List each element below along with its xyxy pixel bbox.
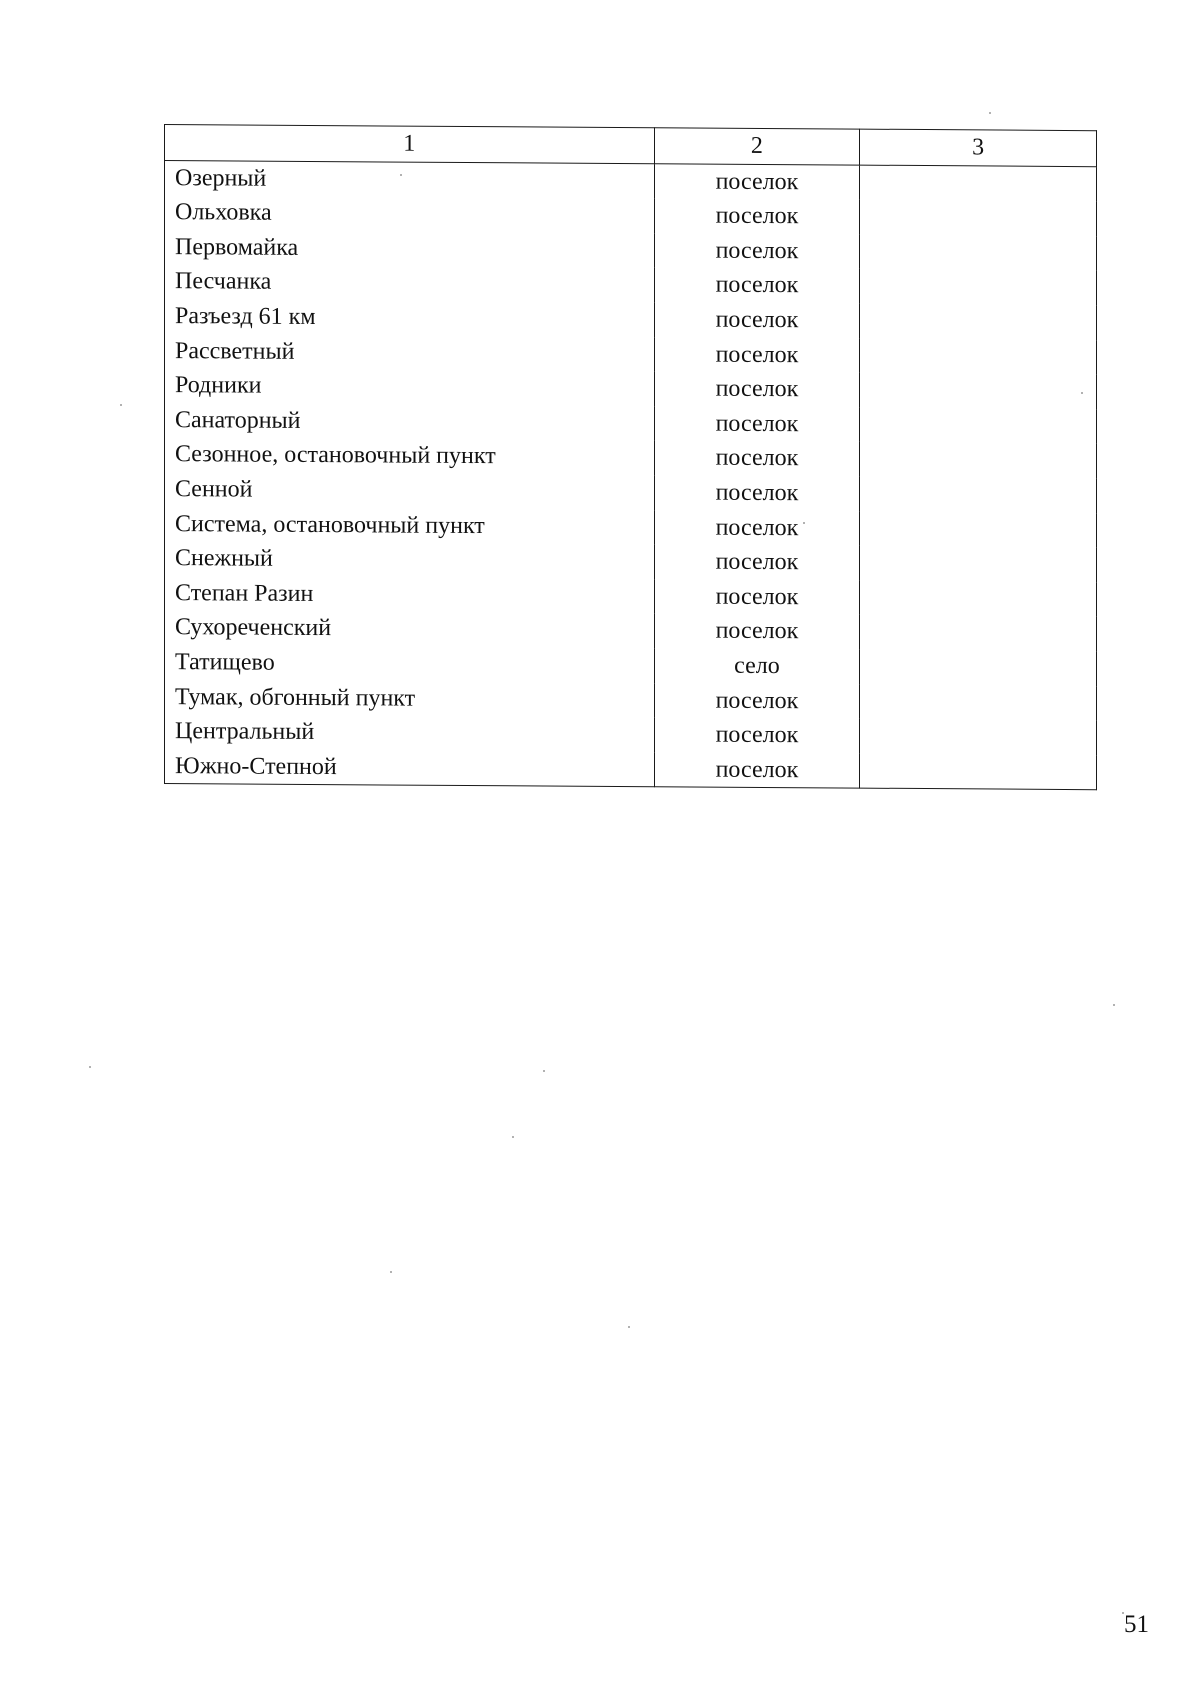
settlement-type-cell: поселок	[654, 683, 860, 719]
column-3-cell	[860, 684, 1097, 720]
settlement-name-cell: Сухореченский	[165, 610, 655, 648]
settlement-type-cell: поселок	[654, 752, 860, 788]
scan-speck	[512, 1136, 514, 1138]
column-3-cell	[860, 477, 1097, 513]
column-header-1: 1	[165, 125, 655, 164]
column-3-cell	[860, 442, 1097, 478]
settlement-type-cell: поселок	[654, 371, 860, 407]
settlement-type-cell: село	[654, 648, 860, 684]
settlement-type-cell: поселок	[654, 406, 860, 442]
column-3-cell	[860, 338, 1097, 374]
settlement-type-cell: поселок	[654, 198, 860, 234]
scan-speck	[543, 1070, 545, 1072]
settlement-name-cell: Татищево	[165, 645, 655, 683]
table-row	[165, 507, 1097, 548]
settlement-name-cell: Система, остановочный пункт	[165, 507, 655, 545]
settlement-name-cell: Ольховка	[165, 195, 655, 233]
settlement-name-cell: Песчанка	[165, 264, 655, 302]
settlement-name-cell: Центральный	[165, 714, 655, 752]
settlement-name-cell: Рассветный	[165, 334, 655, 372]
scan-speck	[989, 112, 991, 114]
column-3-cell	[860, 580, 1097, 616]
scan-speck	[400, 174, 402, 176]
scan-speck	[120, 404, 122, 406]
settlement-name-cell: Степан Разин	[165, 576, 655, 614]
settlement-name-cell: Родники	[165, 368, 655, 406]
settlement-name-cell: Санаторный	[165, 403, 655, 441]
table-row	[165, 714, 1097, 755]
settlement-type-cell: поселок	[654, 717, 860, 753]
column-3-cell	[860, 407, 1097, 443]
table-row	[165, 749, 1097, 790]
settlement-type-cell: поселок	[654, 337, 860, 373]
settlement-name-cell: Сезонное, остановочный пункт	[165, 437, 655, 475]
settlement-type-cell: поселок	[654, 441, 860, 477]
scan-speck	[628, 1326, 630, 1328]
column-3-cell	[860, 719, 1097, 755]
column-header-2: 2	[654, 128, 860, 165]
settlement-name-cell: Озерный	[165, 160, 655, 198]
table-row	[165, 299, 1097, 340]
column-3-cell	[860, 546, 1097, 582]
column-3-cell	[860, 650, 1097, 686]
column-3-cell	[860, 373, 1097, 409]
scan-speck	[1081, 392, 1083, 394]
settlement-type-cell: поселок	[654, 614, 860, 650]
table-header-row	[165, 125, 1097, 167]
column-3-cell	[860, 511, 1097, 547]
column-3-cell	[860, 269, 1097, 305]
settlement-name-cell: Тумак, обгонный пункт	[165, 680, 655, 718]
settlement-name-cell: Южно-Степной	[165, 749, 655, 787]
settlement-type-cell: поселок	[654, 163, 860, 199]
settlement-type-cell: поселок	[654, 302, 860, 338]
column-3-cell	[860, 304, 1097, 340]
page-number: 51	[1124, 1611, 1149, 1638]
scan-speck	[89, 1066, 91, 1068]
column-header-3: 3	[860, 129, 1097, 166]
settlement-name-cell: Снежный	[165, 541, 655, 579]
scan-speck	[803, 522, 805, 524]
table-row	[165, 437, 1097, 478]
settlement-name-cell: Сенной	[165, 472, 655, 510]
scan-speck	[1113, 1004, 1115, 1006]
settlement-type-cell: поселок	[654, 544, 860, 580]
settlement-type-cell: поселок	[654, 475, 860, 511]
settlement-name-cell: Разъезд 61 км	[165, 299, 655, 337]
scan-speck	[1122, 1612, 1124, 1614]
settlement-type-cell: поселок	[654, 579, 860, 615]
column-3-cell	[860, 615, 1097, 651]
column-3-cell	[860, 753, 1097, 790]
column-3-cell	[860, 165, 1097, 202]
settlement-type-cell: поселок	[654, 268, 860, 304]
table-row	[165, 610, 1097, 651]
column-3-cell	[860, 200, 1097, 236]
scan-speck	[390, 1271, 392, 1273]
settlement-name-cell: Первомайка	[165, 230, 655, 268]
table-body	[165, 160, 1097, 790]
column-3-cell	[860, 234, 1097, 270]
settlement-type-cell: поселок	[654, 510, 860, 546]
settlements-table	[164, 124, 1097, 790]
settlement-type-cell: поселок	[654, 233, 860, 269]
